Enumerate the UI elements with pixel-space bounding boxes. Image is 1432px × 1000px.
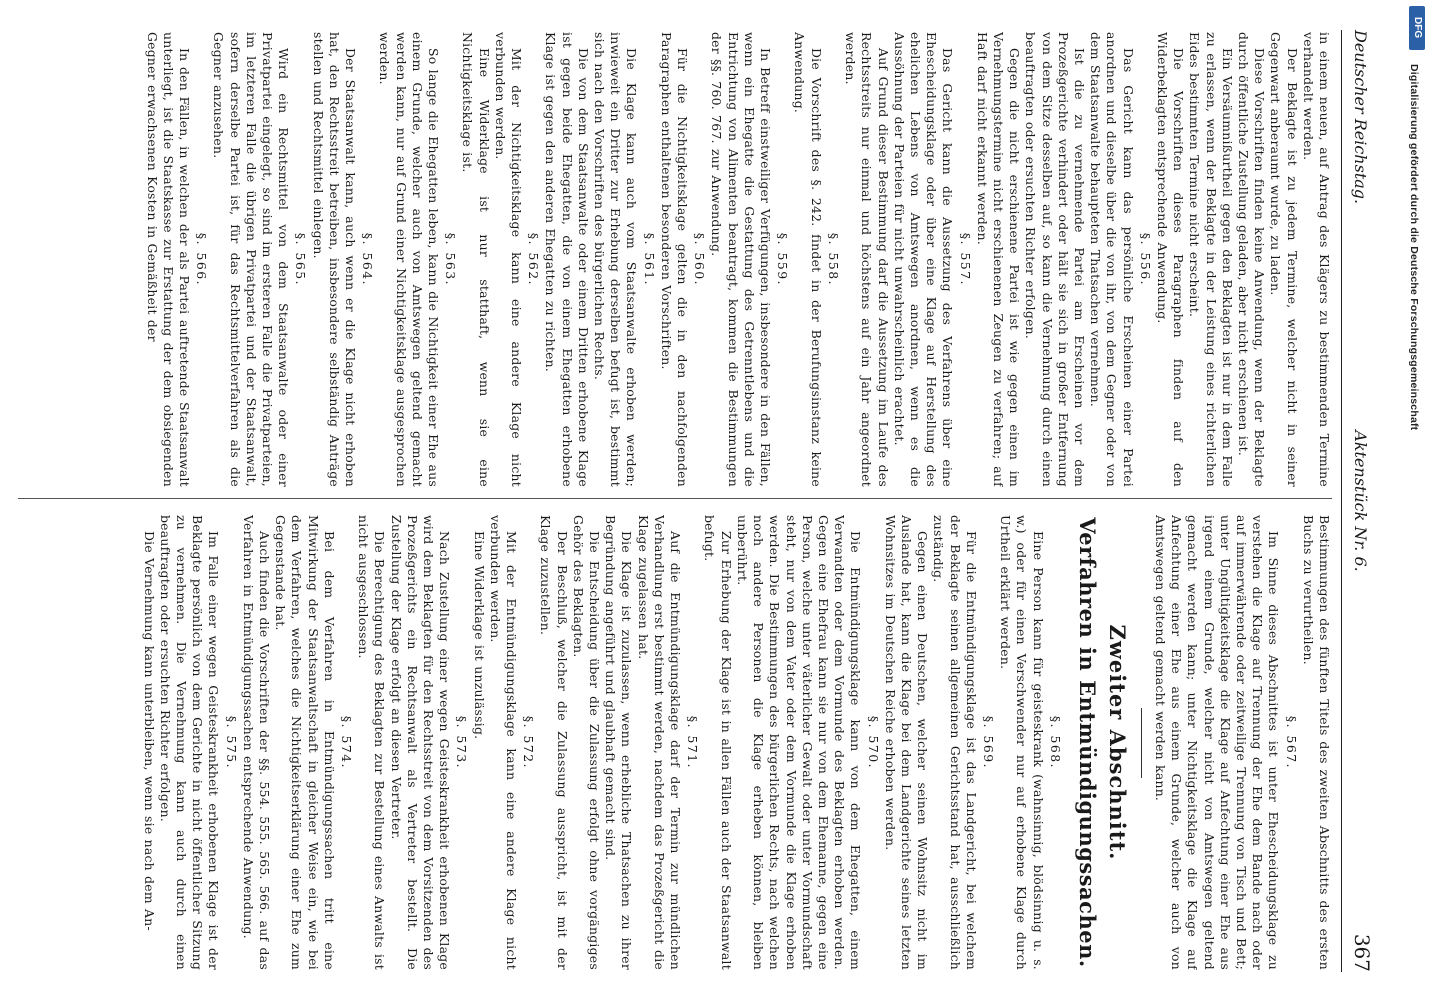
body-paragraph: Auf Grund dieser Bestimmung darf die Aussetzung im Laufe des Rechtsstreits nur einmal und höchstens auf ein Jahr angeordnet werden.: [843, 32, 891, 487]
body-paragraph: Eine Widerklage ist unzulässig.: [471, 531, 487, 740]
paragraph-number: §. 563.: [443, 232, 459, 287]
body-paragraph: Gegen die nicht erschienene Partei ist wie gegen einen im Vernehmungstermine nicht erschienenen Zeugen zu verfahren; auf Haft darf nicht erkannt werden.: [974, 32, 1023, 487]
body-paragraph: Die Berechtigung des Beklagten zur Bestellung eines Anwalts ist nicht ausgeschlossen.: [356, 515, 388, 970]
body-paragraph: Eine Widerklage ist nur statthaft, wenn sie eine Nichtigkeitsklage ist.: [460, 32, 492, 487]
body-paragraph: In Betreff einstweiliger Verfügungen, insbesondere in den Fällen, wenn ein Ehegatte die Gestattung des Getrenntlebens und die Entrichtung von Alimenten beantragt, kommen die Bestimmungen der §§. 760. 767. zur Anwendung.: [709, 32, 774, 487]
paragraph-number: §. 575.: [223, 715, 239, 770]
body-paragraph: Bestimmungen des fünften Titels des zweiten Abschnitts des ersten Buchs zu verurtheilen.: [1300, 515, 1332, 970]
digitisation-credit: Digitalisierung gefördert durch die Deutsche Forschungsgemeinschaft: [1408, 64, 1420, 431]
paragraph-number: §. 573.: [454, 715, 470, 770]
page-number: 367: [1350, 933, 1374, 972]
body-paragraph: Auf die Entmündigungsklage darf der Termin zur mündlichen Verhandlung erst bestimmt werden, nachdem das Prozeßgericht die Klage zugelassen hat.: [635, 515, 684, 970]
body-paragraph: Nach Zustellung einer wegen Geisteskrankheit erhobenen Klage wird dem Beklagten für den Rechtsstreit von dem Vorsitzenden des Prozeßgerichts ein Rechtsanwalt als Vertreter bestellt. Die Zustellung der Klage erfolgt an diesen Vertreter.: [388, 515, 453, 970]
body-paragraph: Der Beschluß, welcher die Zulassung ausspricht, ist mit der Klage zuzustellen.: [538, 515, 570, 970]
dfg-logo-text: DFG: [1412, 17, 1423, 39]
body-paragraph: Die Vorschrift des §. 242. findet in der Berufungsinstanz keine Anwendung.: [792, 32, 824, 487]
body-paragraph: Die von dem Staatsanwalte oder einem Dritten erhobene Klage ist gegen beide Ehegatten, die von einem Ehegatten erhobene Klage ist gegen den anderen Ehegatten zu richten.: [543, 32, 591, 487]
paragraph-number: §. 570.: [865, 715, 881, 770]
body-paragraph: Wird ein Rechtsmittel von dem Staatsanwalte oder einer Privatpartei eingelegt, so sind im ersteren Falle die Privatparteien, im letzteren Falle die übrigen Privatpartei und der Staatsanwalt, sofern derselbe Partei ist, für das Rechtsmittelverfahren als die Gegner anzusehen.: [211, 32, 292, 487]
right-column: [18, 515, 1332, 970]
paragraph-number: §. 559.: [775, 232, 791, 287]
chapter-heading: Zweiter Abschnitt.: [1104, 624, 1130, 861]
body-paragraph: Die Entscheidung über die Zulassung erfolgt ohne vorgängiges Gehör des Beklagten.: [570, 515, 603, 970]
body-paragraph: Auch finden die Vorschriften der §§. 554. 555. 565. 566. auf das Verfahren in Entmündigungssachen entsprechende Anwendung.: [240, 515, 273, 970]
paragraph-number: §. 564.: [360, 232, 376, 287]
paragraph-number: §. 562.: [526, 232, 542, 287]
digitisation-credit-strip: [1400, 0, 1432, 1000]
body-paragraph: Das Gericht kann die Aussetzung des Verfahrens über eine Ehescheidungsklage oder über eine Klage auf Herstellung des ehelichen Lebens von Amtswegen anordnen, wenn es die Aussöhnung der Parteien für nicht unwahrscheinlich erachtet.: [891, 32, 956, 487]
left-column: [18, 32, 1332, 487]
paragraph-number: §. 560.: [692, 232, 708, 287]
paragraph-number: §. 569.: [980, 715, 996, 770]
paragraph-number: §. 556.: [1137, 232, 1153, 287]
body-paragraph: In den Fällen, in welchen der als Partei auftretende Staatsanwalt unterliegt, ist die Staatskasse zur Erstattung der dem obsiegenden Gegner erwachsenen Kosten in Gemäßheit der: [144, 32, 192, 487]
body-paragraph: Die Vorschriften dieses Paragraphen finden auf den Widerbeklagten entsprechende Anwendung.: [1154, 32, 1187, 487]
body-paragraph: Die Vernehmung kann unterbleiben, wenn sie nach dem An-: [141, 531, 157, 931]
paragraph-number: §. 567.: [1283, 715, 1299, 770]
body-paragraph: Mit der Nichtigkeitsklage kann eine andere Klage nicht verbunden werden.: [492, 32, 525, 487]
header-publication: Deutscher Reichstag.: [1351, 30, 1370, 205]
paragraph-number: §. 571.: [685, 715, 701, 770]
paragraph-number: §. 565.: [293, 232, 309, 287]
paragraph-number: §. 566.: [194, 232, 210, 287]
body-paragraph: Im Sinne dieses Abschnittes ist unter Ehescheidungsklage zu verstehen die Klage auf Trennung der Ehe dem Bande nach oder auf immerwährende oder zeitweilige Trennung von Tisch und Bett; unter Ungültigkeitsklage die Klage auf Anfechtung einer Ehe aus irgend einem Grunde, welcher nicht von Amtswegen geltend gemacht werden kann; unter Nichtigkeitsklage die Klage auf Anfechtung einer Ehe aus einem Grunde, welcher auch von Amtswegen geltend gemacht werden kann.: [1152, 515, 1282, 970]
paragraph-number: §. 574.: [339, 715, 355, 770]
body-paragraph: Der Beklagte ist zu jedem Termine, welcher nicht in seiner Gegenwart anberaumt wurde, zu laden.: [1268, 32, 1300, 487]
body-paragraph: Ein Versäumnißurtheil gegen den Beklagten ist nur in dem Falle zu erlassen, wenn der Beklagte in der Leistung eines richterlichen Eides bestimmten Termine nicht erscheint.: [1187, 32, 1235, 487]
dfg-logo: [1409, 6, 1425, 50]
paragraph-number: §. 558.: [825, 232, 841, 287]
paragraph-number: §. 561.: [641, 232, 657, 287]
body-paragraph: Bei dem Verfahren in Entmündigungssachen tritt eine Mitwirkung der Staatsanwaltschaft in gleicher Weise ein, wie bei dem Verfahren, welches die Nichtigkeitserklärung einer Ehe zum Gegenstande hat.: [273, 515, 337, 970]
body-paragraph: Gegen einen Deutschen, welcher seinen Wohnsitz nicht im Auslande hat, kann die Klage bei dem Landgerichte seines letzten Wohnsitzes im Deutschen Reiche erhoben werden.: [882, 515, 931, 970]
body-paragraph: Die Klage kann auch vom Staatsanwalte erhoben werden; inwieweit ein Dritter zur Erhebung derselben befugt ist, bestimmt sich nach den Vorschriften des bürgerlichen Rechts.: [592, 32, 640, 487]
body-paragraph: Für die Entmündigungsklage ist das Landgericht, bei welchem der Beklagte seinen allgemeinen Gerichtsstand hat, ausschließlich zuständig.: [931, 515, 979, 970]
section-divider-rule: [1141, 708, 1142, 778]
body-paragraph: Die Klage ist zuzulassen, wenn erhebliche Thatsachen zu ihrer Begründung angeführt und glaubhaft gemacht sind.: [603, 515, 635, 970]
column-divider: [18, 498, 1332, 499]
body-paragraph: Im Falle einer wegen Geisteskrankheit erhobenen Klage ist der Beklagte persönlich von dem Gerichte in nicht öffentlicher Sitzung zu vernehmen. Die Vernehmung kann auch durch einen beauftragten oder ersuchten Richter erfolgen.: [157, 515, 222, 970]
body-paragraph: Eine Person kann für geisteskrank (wahnsinnig, blödsinnig u. s. w.) oder für einen Verschwender nur auf erhobene Klage durch Urtheil erklärt werden.: [998, 515, 1046, 970]
body-paragraph: Ist die zu vernehmende Partei am Erscheinen vor dem Prozeßgerichte verhindert oder hält sie sich in großer Entfernung von dem Sitze desselben auf, so kann die Vernehmung durch einen beauftragten oder ersuchten Richter erfolgen.: [1023, 32, 1087, 487]
body-paragraph: Diese Vorschriften finden keine Anwendung, wenn der Beklagte durch öffentliche Zustellung geladen, aber nicht erschienen ist.: [1235, 32, 1268, 487]
body-paragraph: So lange die Ehegatten leben, kann die Nichtigkeit einer Ehe aus einem Grunde, welcher auch von Amtswegen geltend gemacht werden kann, nur auf Grund einer Nichtigkeitsklage ausgesprochen werden.: [377, 32, 442, 487]
header-rule: [1341, 30, 1342, 972]
paragraph-number: §. 568.: [1047, 715, 1063, 770]
running-head: [1338, 30, 1378, 972]
body-paragraph: Mit der Entmündigungsklage kann eine andere Klage nicht verbunden werden.: [487, 515, 520, 970]
body-paragraph: Das Gericht kann das persönliche Erscheinen einer Partei anordnen und dieselbe über die von ihr, von dem Gegner oder von dem Staatsanwalte behaupteten Thatsachen vernehmen.: [1088, 32, 1136, 487]
body-paragraph: in einem neuen, auf Antrag des Klägers zu bestimmenden Termine verhandelt werden.: [1300, 32, 1332, 487]
body-paragraph: Für die Nichtigkeitsklage gelten die in den nachfolgenden Paragraphen enthaltenen besonderen Vorschriften.: [658, 32, 691, 487]
paragraph-number: §. 572.: [521, 715, 537, 770]
paragraph-number: §. 557.: [957, 232, 973, 287]
chapter-title: Verfahren in Entmündigungssachen.: [1074, 517, 1100, 968]
body-paragraph: Die Entmündigungsklage kann von dem Ehegatten, einem Verwandten oder dem Vormunde des Beklagten erhoben werden. Gegen eine Ehefrau kann sie nur von dem Ehemanne, gegen eine Person, welche unter väterlicher Gewalt oder unter Vormundschaft steht, nur von dem Vater oder dem Vormunde die Klage erhoben werden. Die Bestimmungen des bürgerlichen Rechts, nach welchen noch andere Personen die Klage erheben können, bleiben unberührt.: [734, 515, 864, 970]
body-paragraph: Zur Erhebung der Klage ist in allen Fällen auch der Staatsanwalt befugt.: [702, 515, 734, 970]
header-document-number: Aktenstück Nr. 6.: [1351, 430, 1370, 572]
body-paragraph: Der Staatsanwalt kann, auch wenn er die Klage nicht erhoben hat, den Rechtsstreit betreiben, insbesondere selbständig Anträge stellen und Rechtsmittel einlegen.: [310, 32, 359, 487]
